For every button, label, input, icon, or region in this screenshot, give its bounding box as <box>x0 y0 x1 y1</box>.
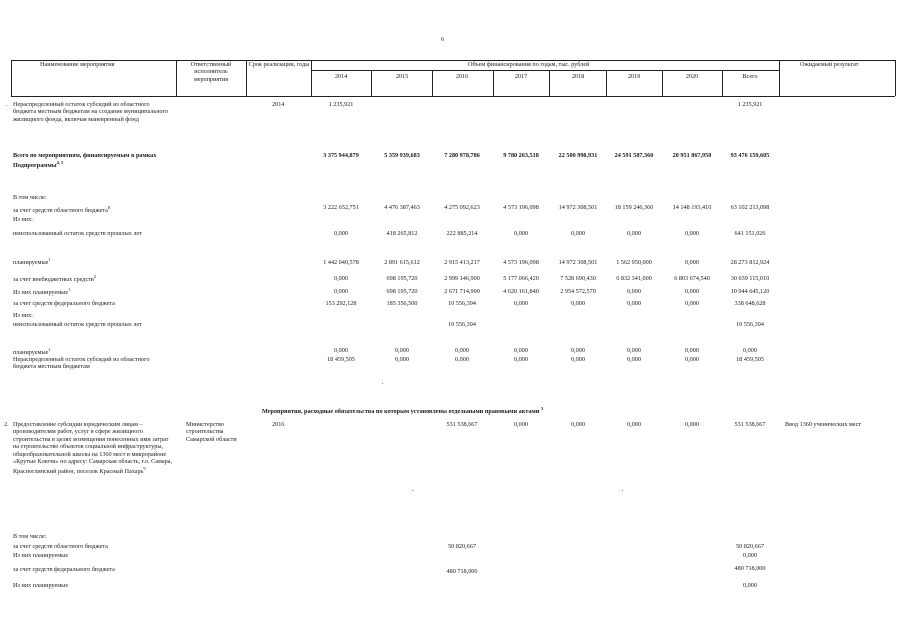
cell-value: 0,000 <box>685 259 699 266</box>
col-result-header: Ожидаемый результат <box>800 61 859 68</box>
cell-value: 0,000 <box>685 230 699 237</box>
cell-value: 222 885,214 <box>446 230 478 237</box>
cell-value: 1 235,921 <box>737 101 763 108</box>
cell-value: 0,000 <box>685 288 699 295</box>
year-header: 2015 <box>395 73 409 80</box>
section-heading: Мероприятия, расходные обязательства по которым установлены отдельными правовыми актами $^3$ <box>262 406 544 416</box>
cell-value: 0,000 <box>685 300 699 307</box>
col-term-header: Срок реализации, годы <box>248 61 310 68</box>
cell-value: 2 671 714,990 <box>444 288 480 295</box>
scan-artifact <box>412 490 413 491</box>
cell-value: 0,000 <box>455 356 469 363</box>
col-name-header: Наименование мероприятия <box>40 61 115 68</box>
year-header: 2018 <box>571 73 585 80</box>
header-mid-rule <box>311 70 779 71</box>
cell-value: 4 573 196,098 <box>503 259 539 266</box>
cell-value: 4 573 196,098 <box>503 204 539 211</box>
year-header: 2016 <box>455 73 469 80</box>
year-header: 2014 <box>334 73 348 80</box>
cell-value: 0,000 <box>627 230 641 237</box>
cell-value: 0,000 <box>334 230 348 237</box>
cell-value: 18 159 246,360 <box>614 204 654 211</box>
cell-value: 50 820,667 <box>736 543 764 550</box>
cell-value: 0,000 <box>685 421 699 428</box>
expected-result: Ввод 1360 ученических мест <box>785 421 862 428</box>
cell-value: 20 951 867,950 <box>672 152 712 159</box>
year-header: Всего <box>742 73 758 80</box>
row-label: Предоставление субсидии юридическим лицам – производителям работ, услуг в сфере жилищного строительства в целях возмещения понесенных ими затрат на строительство объектов социальной инфраструктуры, общеобразовательной школы на 1360 мест в микрорайоне «Крутые Ключи» по адресу: Самарская область, г.о. Самара, Красноглинский район, поселок Красный Пахарь$^9$ <box>13 421 173 476</box>
cell-value: 22 500 998,931 <box>558 152 598 159</box>
responsible-executor: Министерство строительства Самарской области <box>186 421 237 443</box>
cell-value: 10 556,394 <box>736 321 764 328</box>
row-label: Из них планируемые <box>13 582 69 589</box>
cell-value: 153 292,128 <box>325 300 357 307</box>
row-label: Из них планируемые <box>13 552 69 559</box>
cell-value: 641 151,026 <box>734 230 766 237</box>
row-label: за счет средств федерального бюджета <box>13 300 115 307</box>
cell-value: 93 476 159,605 <box>730 152 770 159</box>
row-marker: . <box>6 101 8 108</box>
row-label: Из них: <box>13 312 33 319</box>
cell-value: 10 556,394 <box>448 321 476 328</box>
cell-value: 24 591 587,360 <box>614 152 654 159</box>
col-funding-header: Объем финансирования по годам, тыс. рублей <box>468 61 590 68</box>
row-label: за счет внебюджетных средств$^2$ <box>13 274 97 284</box>
header-border <box>246 60 247 96</box>
cell-value: 14 148 193,410 <box>672 204 712 211</box>
header-border <box>11 60 12 96</box>
row-label: Всего по мероприятиям, финансируемым в рамках Подпрограммы$^{4, 5}$ <box>13 152 157 170</box>
cell-value: 0,000 <box>455 347 469 354</box>
row-label: за счет средств областного бюджета$^8$ <box>13 205 111 215</box>
cell-value: 50 820,667 <box>448 543 476 550</box>
cell-value: 0,000 <box>627 356 641 363</box>
cell-value: 5 359 939,683 <box>384 152 420 159</box>
row-label: В том числе: <box>13 533 47 540</box>
col-resp-header: Ответственный исполнитель мероприятия <box>190 61 232 83</box>
cell-value: 6 832 341,000 <box>616 275 652 282</box>
row-label: неиспользованный остаток средств прошлых лет <box>13 230 142 237</box>
cell-value: 0,000 <box>685 356 699 363</box>
cell-value: 0,000 <box>571 356 585 363</box>
row-label: неиспользованный остаток средств прошлых лет <box>13 321 142 328</box>
row-label: Из них планируемые$^1$ <box>13 287 71 297</box>
cell-value: 0,000 <box>395 347 409 354</box>
row-number: 2. <box>4 421 9 428</box>
cell-value: 0,000 <box>514 356 528 363</box>
scan-artifact <box>622 490 623 491</box>
cell-value: 0,000 <box>334 275 348 282</box>
cell-value: 0,000 <box>743 582 757 589</box>
cell-value: 4 275 092,623 <box>444 204 480 211</box>
cell-value: 5 177 066,420 <box>503 275 539 282</box>
cell-value: 698 195,720 <box>386 288 418 295</box>
cell-value: 3 222 652,751 <box>323 204 359 211</box>
row-label: планируемые$^1$ <box>13 347 51 357</box>
cell-value: 10 556,394 <box>448 300 476 307</box>
page-number: 6 <box>441 36 445 43</box>
cell-value: 1 235,921 <box>328 101 354 108</box>
header-border <box>176 60 177 96</box>
cell-value: 480 718,000 <box>446 568 478 575</box>
year-header: 2020 <box>685 73 699 80</box>
row-label: В том числе: <box>13 194 47 201</box>
row-label: Нераспределенный остаток субсидий из областного бюджета местным бюджетам <box>13 356 150 371</box>
cell-value: 0,000 <box>571 300 585 307</box>
cell-value: 185 356,500 <box>386 300 418 307</box>
cell-value: 338 648,628 <box>734 300 766 307</box>
header-top-rule <box>11 60 895 61</box>
cell-value: 1 442 040,578 <box>323 259 359 266</box>
row-label: Нераспределенный остаток субсидий из областного бюджета местным бюджетам на создание муниципального жилищного фонда, включая маневренный фонд <box>13 101 169 123</box>
cell-value: 0,000 <box>743 347 757 354</box>
cell-value: 28 273 812,924 <box>730 259 770 266</box>
header-border <box>895 60 896 96</box>
cell-value: 0,000 <box>627 288 641 295</box>
year-header: 2017 <box>514 73 528 80</box>
cell-value: 2 954 572,570 <box>560 288 596 295</box>
scan-artifact <box>382 383 383 384</box>
cell-value: 10 944 645,120 <box>730 288 770 295</box>
cell-value: 531 538,667 <box>446 421 478 428</box>
cell-value: 0,000 <box>571 347 585 354</box>
cell-value: 480 718,000 <box>734 565 766 572</box>
row-label: за счет средств федерального бюджета <box>13 566 115 573</box>
cell-value: 0,000 <box>334 288 348 295</box>
header-bottom-rule <box>11 96 895 97</box>
year-header: 2019 <box>627 73 641 80</box>
cell-value: 18 459,505 <box>736 356 764 363</box>
row-label: Из них: <box>13 216 33 223</box>
cell-value: 0,000 <box>514 300 528 307</box>
cell-value: 2 915 413,217 <box>444 259 480 266</box>
cell-value: 9 780 263,518 <box>503 152 539 159</box>
cell-value: 0,000 <box>685 347 699 354</box>
cell-value: 7 528 690,430 <box>560 275 596 282</box>
cell-value: 0,000 <box>627 300 641 307</box>
cell-value: 1 562 950,000 <box>616 259 652 266</box>
cell-value: 0,000 <box>743 552 757 559</box>
cell-value: 30 039 115,010 <box>730 275 770 282</box>
cell-value: 14 972 308,501 <box>558 259 598 266</box>
cell-value: 698 195,720 <box>386 275 418 282</box>
row-term: 2014 <box>272 101 285 108</box>
cell-value: 0,000 <box>514 421 528 428</box>
cell-value: 14 972 308,501 <box>558 204 598 211</box>
cell-value: 531 538,667 <box>734 421 766 428</box>
row-term: 2016 <box>272 421 285 428</box>
cell-value: 0,000 <box>514 230 528 237</box>
cell-value: 18 459,505 <box>327 356 355 363</box>
cell-value: 0,000 <box>627 421 641 428</box>
cell-value: 0,000 <box>395 356 409 363</box>
cell-value: 2 999 146,900 <box>444 275 480 282</box>
cell-value: 0,000 <box>334 347 348 354</box>
cell-value: 3 375 944,879 <box>323 152 359 159</box>
cell-value: 63 102 213,098 <box>730 204 770 211</box>
cell-value: 0,000 <box>571 421 585 428</box>
cell-value: 0,000 <box>514 347 528 354</box>
cell-value: 0,000 <box>627 347 641 354</box>
cell-value: 2 891 615,612 <box>384 259 420 266</box>
cell-value: 4 620 161,840 <box>503 288 539 295</box>
cell-value: 6 803 674,540 <box>674 275 710 282</box>
cell-value: 0,000 <box>571 230 585 237</box>
cell-value: 4 476 387,463 <box>384 204 420 211</box>
row-label: планируемые$^1$ <box>13 257 51 267</box>
cell-value: 418 265,812 <box>386 230 418 237</box>
row-label: за счет средств областного бюджета <box>13 543 108 550</box>
cell-value: 7 280 978,786 <box>444 152 480 159</box>
